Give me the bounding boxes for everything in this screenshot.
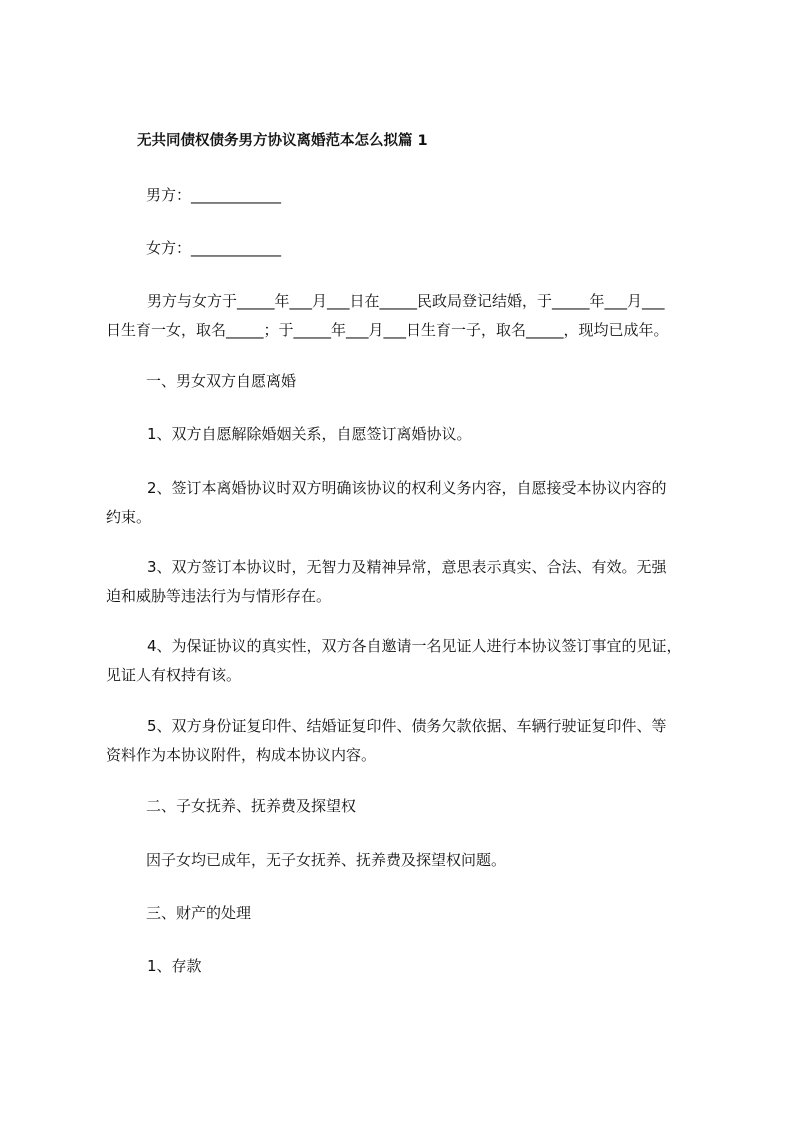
clause-1-3-line-1: 3、双方签订本协议时，无智力及精神异常，意思表示真实、合法、有效。无强	[147, 558, 667, 576]
marriage-info-line-1: 男方与女方于_____年___月___日在_____民政局登记结婚，于_____年___月___	[147, 292, 665, 310]
section-heading-1: 一、男女双方自愿离婚	[146, 372, 297, 390]
clause-1-1: 1、双方自愿解除婚姻关系，自愿签订离婚协议。	[147, 425, 472, 443]
clause-1-2-line-2: 约束。	[106, 508, 152, 526]
husband-name-line: 男方：____________	[146, 186, 282, 204]
children-clause: 因子女均已成年，无子女抚养、抚养费及探望权问题。	[146, 851, 507, 869]
clause-1-4-line-1: 4、为保证协议的真实性，双方各自邀请一名见证人进行本协议签订事宜的见证，	[147, 637, 682, 655]
clause-3-1: 1、存款	[147, 957, 202, 975]
marriage-info-line-2: 日生育一女，取名_____；于_____年___月___日生育一子，取名_____，现均已成年。	[106, 321, 669, 339]
clause-1-5-line-1: 5、双方身份证复印件、结婚证复印件、债务欠款依据、车辆行驶证复印件、等	[147, 717, 667, 735]
section-heading-2: 二、子女抚养、抚养费及探望权	[146, 797, 357, 815]
wife-name-line: 女方：____________	[146, 239, 282, 257]
clause-1-4-line-2: 见证人有权持有该。	[106, 666, 242, 684]
document-title: 无共同债权债务男方协议离婚范本怎么拟篇 1	[137, 133, 428, 149]
clause-1-2-line-1: 2、签订本离婚协议时双方明确该协议的权利义务内容，自愿接受本协议内容的	[147, 479, 667, 497]
clause-1-3-line-2: 迫和威胁等违法行为与情形存在。	[106, 587, 332, 605]
section-heading-3: 三、财产的处理	[146, 904, 252, 922]
clause-1-5-line-2: 资料作为本协议附件，构成本协议内容。	[106, 746, 377, 764]
